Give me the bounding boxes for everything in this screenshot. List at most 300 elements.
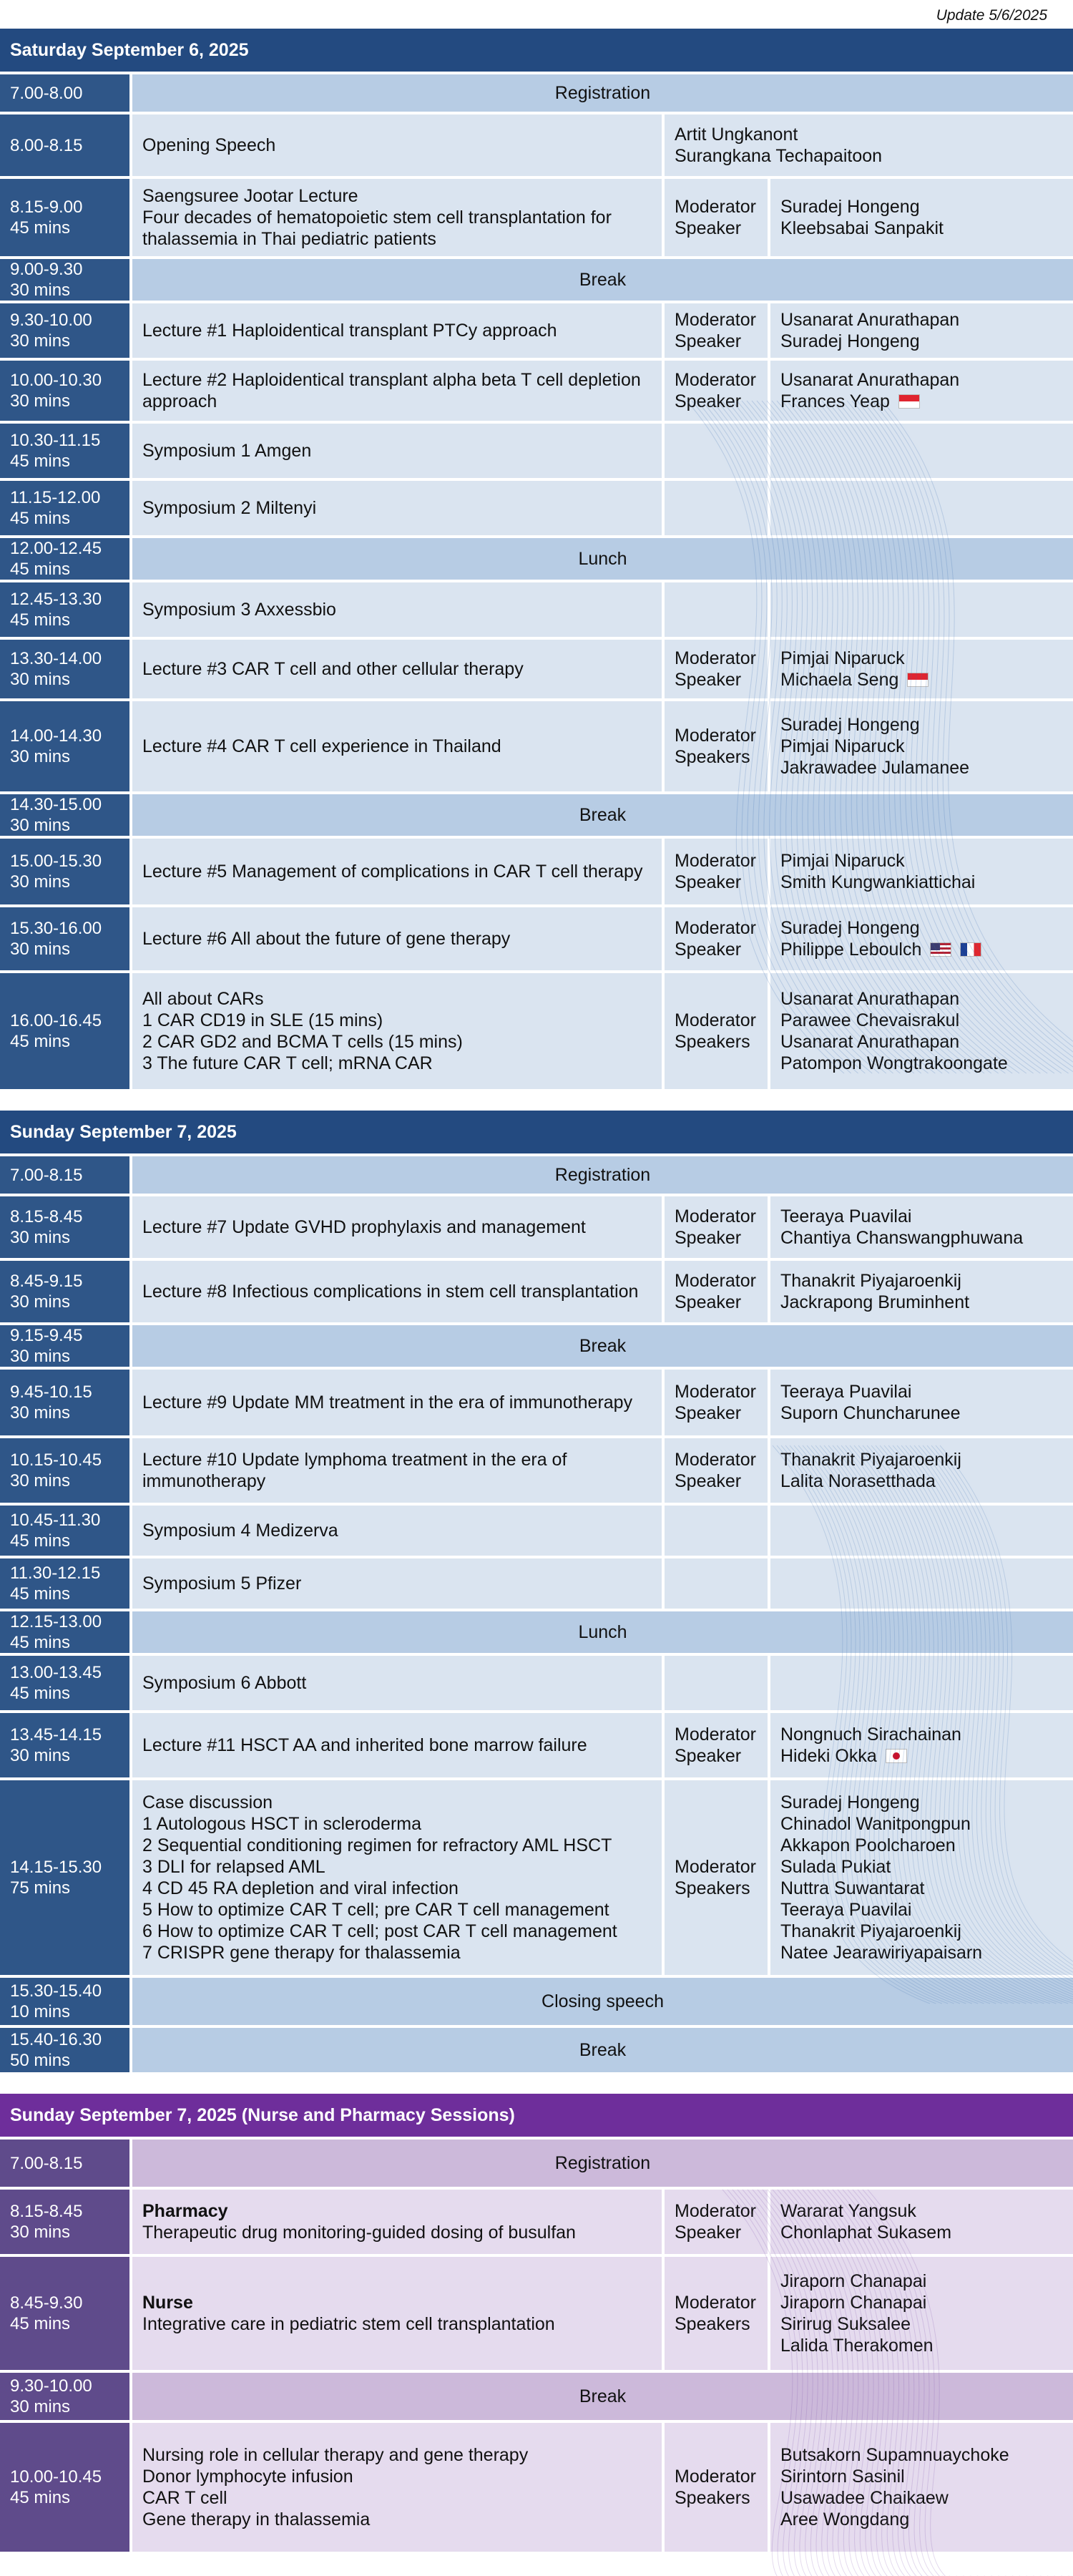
role-line: Speaker	[675, 391, 742, 411]
time-range: 13.45-14.15	[10, 1725, 102, 1745]
duration: 45 mins	[10, 1633, 71, 1652]
role-line: Speaker	[675, 670, 742, 690]
topic-line: Lecture #6 All about the future of gene therapy	[142, 929, 511, 949]
person-name: Usanarat Anurathapan	[780, 310, 960, 330]
person	[780, 2444, 1063, 2466]
time-cell	[0, 2190, 132, 2254]
section-sun	[0, 1111, 1073, 2094]
role-line: Moderator	[675, 918, 756, 938]
session-row	[0, 1710, 1073, 1777]
person	[780, 2270, 1063, 2292]
role-cell	[665, 2423, 770, 2552]
names-cell	[770, 973, 1073, 1089]
person	[675, 124, 1063, 145]
duration: 30 mins	[10, 816, 71, 835]
break-row	[0, 791, 1073, 836]
topic-cell	[132, 1656, 665, 1710]
topic-cell	[132, 640, 665, 698]
flag-jp-icon	[886, 1749, 907, 1763]
session-row	[0, 970, 1073, 1089]
person-name: Usanarat Anurathapan	[780, 370, 960, 390]
time-range: 11.15-12.00	[10, 488, 101, 507]
section-title: Saturday September 6, 2025	[0, 29, 1073, 72]
topic-line: Symposium 2 Miltenyi	[142, 498, 317, 518]
role-cell	[665, 1438, 770, 1503]
duration: 30 mins	[10, 940, 71, 959]
duration: 45 mins	[10, 2488, 71, 2507]
names-cell	[770, 582, 1073, 637]
role-cell	[665, 1506, 770, 1556]
topic-cell	[132, 1713, 665, 1777]
time-cell	[0, 424, 132, 478]
time-cell	[0, 1261, 132, 1322]
session-row	[0, 301, 1073, 358]
topic-cell	[132, 1558, 665, 1609]
time-cell	[0, 1325, 132, 1367]
person	[780, 669, 1063, 691]
person	[780, 1792, 1063, 1813]
person-name: Artit Ungkanont	[675, 125, 798, 145]
role-cell	[665, 481, 770, 535]
session-label: Lunch	[132, 1611, 1073, 1653]
topic-cell	[132, 1196, 665, 1258]
person-name: Aree Wongdang	[780, 2509, 910, 2529]
time-cell	[0, 1506, 132, 1556]
time-cell	[0, 1196, 132, 1258]
role-line: Speaker	[675, 1292, 742, 1312]
person-name: Suradej Hongeng	[780, 1792, 920, 1813]
time-range: 15.30-15.40	[10, 1981, 102, 2001]
topic-line: Lecture #2 Haploidentical transplant alpha beta T cell depletion approach	[142, 370, 641, 411]
break-row	[0, 1609, 1073, 1653]
break-row	[0, 72, 1073, 112]
role-line: Moderator	[675, 1206, 756, 1226]
person	[780, 939, 1063, 960]
time-cell	[0, 1156, 132, 1194]
topic-line: 7 CRISPR gene therapy for thalassemia	[142, 1943, 461, 1963]
session-row	[0, 1777, 1073, 1975]
person	[780, 391, 1063, 412]
role-cell	[665, 1656, 770, 1710]
person	[780, 1053, 1063, 1074]
time-cell	[0, 973, 132, 1089]
topic-line: CAR T cell	[142, 2488, 227, 2508]
session-label: Lunch	[132, 538, 1073, 580]
topic-line: Lecture #4 CAR T cell experience in Thailand	[142, 736, 501, 756]
role-line: Speaker	[675, 872, 742, 892]
duration: 30 mins	[10, 670, 71, 689]
session-row	[0, 2187, 1073, 2254]
topic-cell	[132, 839, 665, 904]
role-line: Speaker	[675, 1403, 742, 1423]
time-cell	[0, 2257, 132, 2370]
session-row	[0, 1258, 1073, 1322]
topic-cell	[132, 2423, 665, 2552]
person	[780, 736, 1063, 757]
person	[780, 1724, 1063, 1745]
role-line: Moderator	[675, 2201, 756, 2221]
break-row	[0, 2025, 1073, 2072]
topic-cell	[132, 701, 665, 791]
person	[780, 1745, 1063, 1767]
duration: 30 mins	[10, 872, 71, 892]
time-cell	[0, 2423, 132, 2552]
section-nurse	[0, 2094, 1073, 2552]
role-cell	[665, 1370, 770, 1435]
time-cell	[0, 1978, 132, 2025]
session-row	[0, 580, 1073, 637]
time-cell	[0, 640, 132, 698]
role-line: Moderator	[675, 370, 756, 390]
person	[780, 218, 1063, 239]
person	[780, 1381, 1063, 1402]
person	[780, 1470, 1063, 1492]
role-cell	[665, 1780, 770, 1975]
topic-cell	[132, 2257, 665, 2370]
person-name: Lalita Norasetthada	[780, 1471, 936, 1491]
topic-line: Lecture #1 Haploidentical transplant PTCy approach	[142, 321, 557, 341]
person-name: Kleebsabai Sanpakit	[780, 218, 944, 238]
duration: 45 mins	[10, 1584, 71, 1604]
role-cell	[665, 361, 770, 421]
session-row	[0, 1653, 1073, 1710]
person-name: Usanarat Anurathapan	[780, 989, 960, 1009]
person	[780, 1899, 1063, 1921]
duration: 45 mins	[10, 1032, 71, 1051]
time-range: 7.00-8.15	[10, 2153, 83, 2173]
topic-line: Therapeutic drug monitoring-guided dosing of busulfan	[142, 2223, 576, 2243]
session-row	[0, 698, 1073, 791]
flag-us-icon	[930, 942, 951, 957]
role-cell	[665, 640, 770, 698]
time-range: 10.00-10.30	[10, 371, 102, 390]
session-label: Registration	[132, 2140, 1073, 2187]
person-name: Sirirug Suksalee	[780, 2314, 911, 2334]
person-name: Hideki Okka	[780, 1746, 877, 1766]
topic-line: 1 Autologous HSCT in scleroderma	[142, 1814, 422, 1834]
person	[675, 145, 1063, 167]
person-name: Suradej Hongeng	[780, 715, 920, 735]
topic-line: Integrative care in pediatric stem cell transplantation	[142, 2314, 555, 2334]
role-line: Speaker	[675, 1471, 742, 1491]
session-label: Break	[132, 1325, 1073, 1367]
names-cell	[770, 1261, 1073, 1322]
person	[780, 714, 1063, 736]
role-line: Moderator	[675, 1271, 756, 1291]
duration: 30 mins	[10, 1471, 71, 1491]
time-range: 12.00-12.45	[10, 539, 102, 558]
role-cell	[665, 1713, 770, 1777]
person-name: Patompon Wongtrakoongate	[780, 1053, 1008, 1073]
role-line: Speaker	[675, 1228, 742, 1248]
session-row	[0, 1367, 1073, 1435]
session-label: Break	[132, 2373, 1073, 2420]
person	[780, 988, 1063, 1010]
topic-cell	[132, 582, 665, 637]
topic-line: Case discussion	[142, 1792, 273, 1813]
names-cell	[770, 1506, 1073, 1556]
track-label: Nurse	[142, 2293, 193, 2313]
break-row	[0, 1322, 1073, 1367]
role-line: Speakers	[675, 2488, 750, 2508]
person-name: Smith Kungwankiattichai	[780, 872, 976, 892]
role-line: Moderator	[675, 197, 756, 217]
duration: 30 mins	[10, 747, 71, 766]
time-cell	[0, 1370, 132, 1435]
names-cell	[770, 640, 1073, 698]
person	[780, 2487, 1063, 2509]
break-row	[0, 2370, 1073, 2420]
person	[780, 2200, 1063, 2222]
person-name: Chinadol Wanitpongpun	[780, 1814, 971, 1834]
topic-line: Four decades of hematopoietic stem cell transplantation for thalassemia in Thai pediatric patients	[142, 208, 612, 249]
session-label: Break	[132, 259, 1073, 301]
person	[780, 331, 1063, 352]
names-cell	[770, 1713, 1073, 1777]
role-line: Speaker	[675, 1746, 742, 1766]
role-cell	[665, 2190, 770, 2254]
person-name: Parawee Chevaisrakul	[780, 1010, 960, 1030]
topic-line: Lecture #11 HSCT AA and inherited bone marrow failure	[142, 1735, 587, 1755]
topic-line: Lecture #8 Infectious complications in stem cell transplantation	[142, 1282, 639, 1302]
topic-line: Lecture #3 CAR T cell and other cellular therapy	[142, 659, 524, 679]
section-title: Sunday September 7, 2025 (Nurse and Pharmacy Sessions)	[0, 2094, 1073, 2137]
time-cell	[0, 538, 132, 580]
break-row	[0, 2137, 1073, 2187]
person	[780, 1835, 1063, 1856]
role-line: Speaker	[675, 331, 742, 351]
session-row	[0, 1503, 1073, 1556]
duration: 30 mins	[10, 1347, 71, 1366]
session-row	[0, 421, 1073, 478]
names-cell	[770, 2190, 1073, 2254]
names-cell	[770, 2423, 1073, 2552]
time-cell	[0, 1558, 132, 1609]
role-line: Moderator	[675, 1857, 756, 1877]
topic-cell	[132, 973, 665, 1089]
person	[780, 2509, 1063, 2530]
time-cell	[0, 2373, 132, 2420]
time-range: 13.00-13.45	[10, 1663, 102, 1682]
person	[780, 2222, 1063, 2243]
break-row	[0, 1975, 1073, 2025]
time-range: 9.45-10.15	[10, 1382, 92, 1402]
names-cell	[770, 424, 1073, 478]
time-range: 8.45-9.15	[10, 1272, 83, 1291]
topic-line: Donor lymphocyte infusion	[142, 2467, 353, 2487]
duration: 45 mins	[10, 509, 71, 528]
role-cell	[665, 179, 770, 256]
role-line: Moderator	[675, 1382, 756, 1402]
person-name: Akkapon Poolcharoen	[780, 1835, 956, 1855]
session-row	[0, 1194, 1073, 1258]
person-name: Teeraya Puavilai	[780, 1900, 912, 1920]
duration: 45 mins	[10, 610, 71, 630]
role-line: Speakers	[675, 1878, 750, 1898]
session-row	[0, 1556, 1073, 1609]
role-line: Moderator	[675, 726, 756, 746]
duration: 50 mins	[10, 2051, 71, 2070]
person-name: Suradej Hongeng	[780, 197, 920, 217]
time-cell	[0, 179, 132, 256]
person	[780, 309, 1063, 331]
topic-line: Lecture #7 Update GVHD prophylaxis and management	[142, 1217, 586, 1237]
person	[780, 1010, 1063, 1031]
person	[780, 1206, 1063, 1227]
role-cell	[665, 839, 770, 904]
time-range: 10.15-10.45	[10, 1450, 102, 1470]
session-row	[0, 176, 1073, 256]
time-range: 10.45-11.30	[10, 1511, 101, 1530]
time-range: 15.00-15.30	[10, 852, 102, 871]
duration: 10 mins	[10, 2002, 71, 2021]
person-name: Usawadee Chaikaew	[780, 2488, 949, 2508]
time-cell	[0, 303, 132, 358]
role-line: Moderator	[675, 1724, 756, 1745]
session-label: Registration	[132, 1156, 1073, 1194]
time-range: 7.00-8.00	[10, 83, 83, 103]
time-range: 12.45-13.30	[10, 590, 102, 609]
person	[780, 1921, 1063, 1942]
duration: 30 mins	[10, 2223, 71, 2242]
time-range: 7.00-8.15	[10, 1165, 83, 1185]
duration: 30 mins	[10, 331, 71, 351]
topic-line: All about CARs	[142, 989, 264, 1009]
time-range: 9.30-10.00	[10, 311, 92, 330]
person-name: Thanakrit Piyajaroenkij	[780, 1450, 961, 1470]
time-cell	[0, 701, 132, 791]
topic-cell	[132, 179, 665, 256]
time-cell	[0, 481, 132, 535]
time-range: 13.30-14.00	[10, 649, 102, 668]
topic-line: Symposium 3 Axxessbio	[142, 600, 336, 620]
time-range: 8.45-9.30	[10, 2293, 83, 2313]
person	[780, 1031, 1063, 1053]
person-name: Teeraya Puavilai	[780, 1382, 912, 1402]
duration: 45 mins	[10, 452, 71, 471]
role-cell	[665, 424, 770, 478]
time-cell	[0, 74, 132, 112]
role-line: Speaker	[675, 218, 742, 238]
person-name: Butsakorn Supamnuaychoke	[780, 2445, 1009, 2465]
person	[780, 2335, 1063, 2356]
section-title: Sunday September 7, 2025	[0, 1111, 1073, 1153]
person	[780, 757, 1063, 779]
person	[780, 1878, 1063, 1899]
time-range: 10.00-10.45	[10, 2467, 102, 2487]
person	[780, 1942, 1063, 1963]
break-row	[0, 1153, 1073, 1194]
session-label: Closing speech	[132, 1978, 1073, 2025]
time-range: 9.00-9.30	[10, 260, 83, 279]
time-cell	[0, 2028, 132, 2072]
topic-line: 3 The future CAR T cell; mRNA CAR	[142, 1053, 433, 1073]
person-name: Frances Yeap	[780, 391, 890, 411]
topic-line: Lecture #5 Management of complications in CAR T cell therapy	[142, 862, 643, 882]
role-line: Moderator	[675, 310, 756, 330]
topic-line: 2 Sequential conditioning regimen for refractory AML HSCT	[142, 1835, 612, 1855]
time-cell	[0, 2140, 132, 2187]
person-name: Usanarat Anurathapan	[780, 1032, 960, 1052]
names-cell	[770, 701, 1073, 791]
topic-cell	[132, 1506, 665, 1556]
names-cell	[770, 179, 1073, 256]
topic-cell	[132, 361, 665, 421]
flag-fr-icon	[960, 942, 981, 957]
names-cell	[770, 481, 1073, 535]
topic-line: Lecture #10 Update lymphoma treatment in the era of immunotherapy	[142, 1450, 567, 1491]
time-cell	[0, 1438, 132, 1503]
duration: 30 mins	[10, 391, 71, 411]
person	[780, 1292, 1063, 1313]
topic-line: Opening Speech	[142, 135, 276, 155]
session-row	[0, 1435, 1073, 1503]
person-name: Suradej Hongeng	[780, 918, 920, 938]
person-name: Pimjai Niparuck	[780, 648, 905, 668]
person-name: Jackrapong Bruminhent	[780, 1292, 970, 1312]
session-label: Break	[132, 794, 1073, 836]
person	[780, 1813, 1063, 1835]
role-cell	[665, 1261, 770, 1322]
person-name: Jiraporn Chanapai	[780, 2271, 927, 2291]
names-cell	[770, 1196, 1073, 1258]
person-name: Jakrawadee Julamanee	[780, 758, 970, 778]
person	[780, 2292, 1063, 2313]
role-line: Speaker	[675, 940, 742, 960]
names-cell	[770, 303, 1073, 358]
person-name: Thanakrit Piyajaroenkij	[780, 1271, 961, 1291]
role-line: Moderator	[675, 2293, 756, 2313]
time-range: 16.00-16.45	[10, 1011, 102, 1030]
person-name: Sirintorn Sasinil	[780, 2467, 905, 2487]
person	[780, 1402, 1063, 1424]
time-cell	[0, 794, 132, 836]
flag-sg-icon	[907, 673, 929, 687]
session-label: Registration	[132, 74, 1073, 112]
topic-line: Lecture #9 Update MM treatment in the era of immunotherapy	[142, 1392, 633, 1413]
schedule	[0, 29, 1073, 2552]
time-cell	[0, 1713, 132, 1777]
person	[780, 196, 1063, 218]
person	[780, 1270, 1063, 1292]
topic-line: Symposium 5 Pfizer	[142, 1574, 302, 1594]
names-cell	[770, 361, 1073, 421]
names-cell	[770, 907, 1073, 970]
person-name: Nuttra Suwantarat	[780, 1878, 925, 1898]
person-name: Michaela Seng	[780, 670, 899, 690]
session-row	[0, 478, 1073, 535]
role-line: Speaker	[675, 2223, 742, 2243]
session-label: Break	[132, 2028, 1073, 2072]
section-sat	[0, 29, 1073, 1111]
role-cell	[665, 1196, 770, 1258]
topic-cell	[132, 424, 665, 478]
topic-cell	[132, 114, 665, 176]
person-name: Pimjai Niparuck	[780, 851, 905, 871]
role-line: Moderator	[675, 1450, 756, 1470]
names-cell	[770, 1370, 1073, 1435]
duration: 45 mins	[10, 218, 71, 238]
time-range: 14.00-14.30	[10, 726, 102, 746]
topic-line: Symposium 4 Medizerva	[142, 1521, 338, 1541]
names-cell	[770, 1780, 1073, 1975]
names-cell	[770, 1656, 1073, 1710]
role-cell	[665, 1558, 770, 1609]
duration: 30 mins	[10, 1746, 71, 1765]
role-cell	[665, 582, 770, 637]
time-cell	[0, 582, 132, 637]
time-range: 14.30-15.00	[10, 795, 102, 814]
